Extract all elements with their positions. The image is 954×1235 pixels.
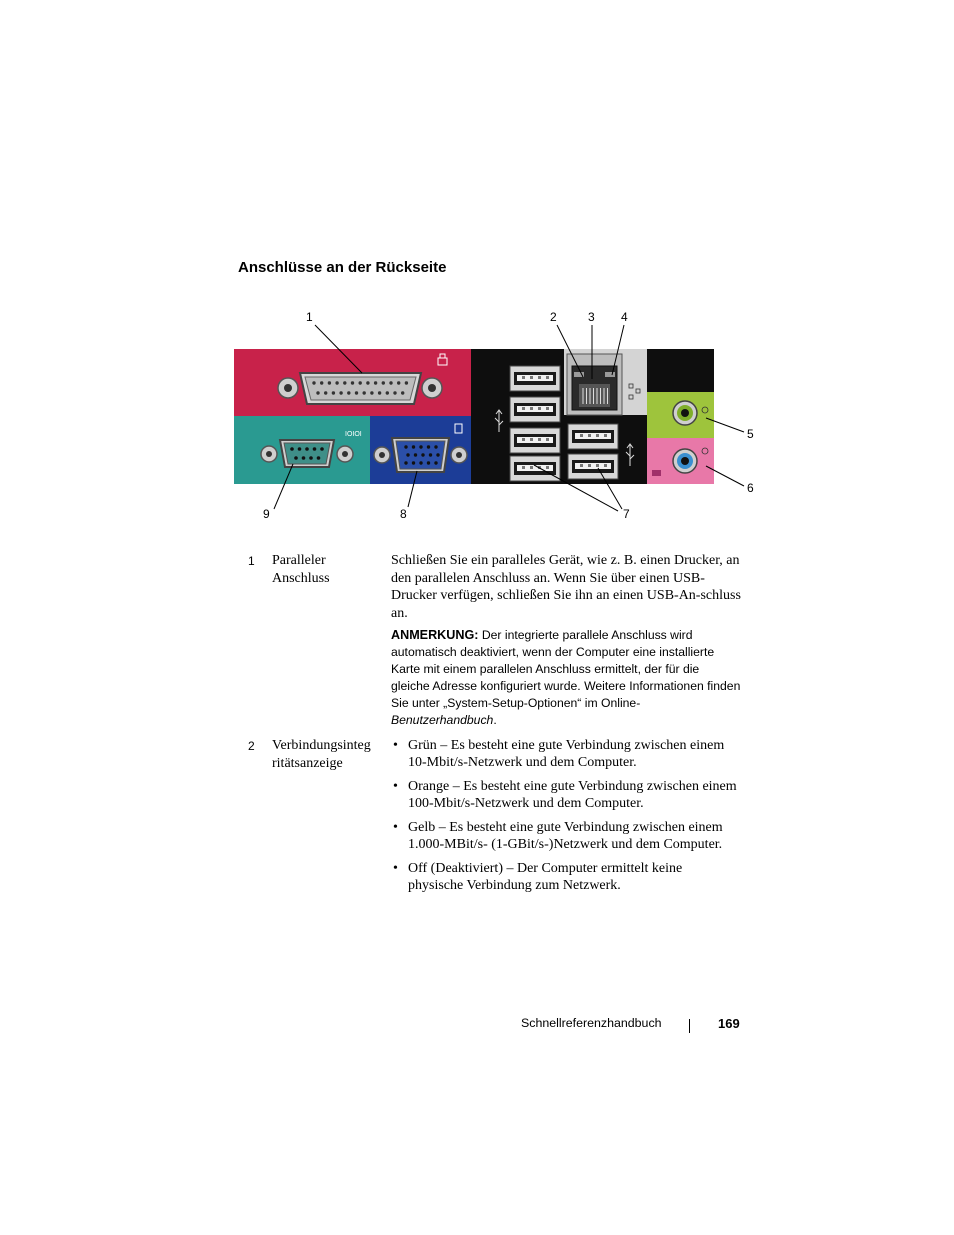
- connector-pin: [355, 391, 358, 394]
- callout-1: 1: [306, 310, 313, 324]
- connector-pin: [324, 391, 327, 394]
- connector-pin: [393, 391, 396, 394]
- connector-pin: [412, 445, 415, 448]
- note-end: .: [493, 713, 497, 727]
- usb-port: [568, 424, 618, 449]
- connector-pin: [588, 434, 591, 437]
- connector-pin: [530, 466, 533, 469]
- list-item: [393, 737, 738, 771]
- activity-led: [605, 372, 615, 377]
- footer-separator: [689, 1019, 690, 1033]
- connector-pin: [290, 447, 294, 451]
- connector-pin: [414, 453, 417, 456]
- connector-pin: [374, 381, 377, 384]
- connector-pin: [596, 434, 599, 437]
- connector-pin: [604, 464, 607, 467]
- connector-pin: [309, 456, 313, 460]
- connector-pin: [429, 453, 432, 456]
- list-item-text: Gelb – Es besteht eine gute Verbindung zwischen einem 1.000-MBit/s- (1-GBit/s-)Netzwerk und dem Computer.: [408, 820, 723, 852]
- row-description: Schließen Sie ein paralleles Gerät, wie z. B. einen Drucker, an den parallelen Anschluss an. Wenn Sie über einen USB-Drucker verfügen, schließen Sie ihn an einen USB-An-schluss an.: [391, 553, 741, 621]
- connector-pin: [588, 464, 591, 467]
- connector-pin: [436, 453, 439, 456]
- connector-pin: [332, 391, 335, 394]
- connector-pin: [397, 381, 400, 384]
- list-item: [393, 860, 738, 894]
- connector-pin: [386, 391, 389, 394]
- row-name: Verbindungsinteg ritätsanzeige: [272, 738, 371, 771]
- callout-5: 5: [747, 427, 754, 441]
- list-item: [393, 778, 738, 812]
- connector-pin: [419, 461, 422, 464]
- connector-pin: [316, 391, 319, 394]
- callout-4: 4: [621, 310, 628, 324]
- connector-pin: [596, 464, 599, 467]
- usb-port: [568, 454, 618, 479]
- connector-pin: [312, 381, 315, 384]
- note-italic: Benutzerhandbuch: [391, 713, 494, 727]
- connector-pin: [335, 381, 338, 384]
- connector-pin: [406, 453, 409, 456]
- list-item-text: Orange – Es besteht eine gute Verbindung zwischen einem 100-Mbit/s-Netzwerk und dem Computer.: [408, 779, 737, 811]
- connector-pin: [351, 381, 354, 384]
- footer-title: Schnellreferenzhandbuch: [521, 1016, 662, 1030]
- connector-pin: [382, 381, 385, 384]
- bullet-icon: •: [393, 820, 398, 835]
- connector-pin: [419, 445, 422, 448]
- connector-pin: [366, 381, 369, 384]
- connector-pin: [313, 447, 317, 451]
- connector-pin: [404, 461, 407, 464]
- list-item-text: Off (Deaktiviert) – Der Computer ermittelt keine physische Verbindung zum Netzwerk.: [408, 861, 683, 893]
- connector-pin: [546, 407, 549, 410]
- connector-pin: [530, 407, 533, 410]
- serial-port-icon: IOIOI: [345, 431, 362, 438]
- bullet-icon: •: [393, 861, 398, 876]
- connector-pin: [389, 381, 392, 384]
- section-title: Anschlüsse an der Rückseite: [238, 259, 447, 276]
- connector-pin: [538, 407, 541, 410]
- connector-pin: [427, 445, 430, 448]
- connector-pin: [343, 381, 346, 384]
- connector-pin: [412, 461, 415, 464]
- callout-7: 7: [623, 507, 630, 521]
- connector-pin: [427, 461, 430, 464]
- usb-port: [510, 397, 560, 422]
- connector-pin: [546, 438, 549, 441]
- connector-pin: [302, 456, 306, 460]
- connector-pin: [320, 447, 324, 451]
- connector-pin: [604, 434, 607, 437]
- connector-pin: [546, 466, 549, 469]
- connector-pin: [580, 434, 583, 437]
- network-connector: [567, 354, 622, 415]
- connector-pin: [294, 456, 298, 460]
- bullet-list: [393, 737, 738, 901]
- usb-port: [510, 428, 560, 453]
- connector-pin: [421, 453, 424, 456]
- bullet-icon: •: [393, 738, 398, 753]
- connector-pin: [522, 376, 525, 379]
- connector-pin: [347, 391, 350, 394]
- connector-pin: [320, 381, 323, 384]
- connector-pin: [538, 438, 541, 441]
- connector-pin: [359, 381, 362, 384]
- callout-6: 6: [747, 481, 754, 495]
- connector-pin: [363, 391, 366, 394]
- usb-port: [510, 366, 560, 391]
- callout-9: 9: [263, 507, 270, 521]
- connector-pin: [434, 461, 437, 464]
- connector-pin: [530, 438, 533, 441]
- connector-pin: [530, 376, 533, 379]
- connector-pin: [434, 445, 437, 448]
- connector-pin: [522, 438, 525, 441]
- connector-pin: [546, 376, 549, 379]
- row-number: 1: [248, 554, 255, 568]
- row-number: 2: [248, 739, 255, 753]
- row-name: Paralleler Anschluss: [272, 553, 330, 586]
- connector-pin: [580, 464, 583, 467]
- connector-pin: [298, 447, 302, 451]
- connector-pin: [339, 391, 342, 394]
- connector-pin: [522, 407, 525, 410]
- callout-3: 3: [588, 310, 595, 324]
- connector-pin: [404, 445, 407, 448]
- callout-2: 2: [550, 310, 557, 324]
- connector-pin: [522, 466, 525, 469]
- usb-port: [510, 456, 560, 481]
- note-box: [391, 627, 741, 729]
- bullet-icon: •: [393, 779, 398, 794]
- note-text: Der integrierte parallele Anschluss wird automatisch deaktiviert, wenn der Computer eine installierte Karte mit einem parallelen Anschluss ermittelt, der für die gleiche Adresse konfiguriert wurde. Weitere Informationen finden Sie unter „System-Setup-Optionen“ im Online-: [391, 628, 741, 710]
- connector-pin: [328, 381, 331, 384]
- page-number: 169: [718, 1016, 740, 1031]
- connector-pin: [538, 376, 541, 379]
- connector-pin: [401, 391, 404, 394]
- connector-pin: [405, 381, 408, 384]
- note-label: ANMERKUNG:: [391, 628, 479, 642]
- connector-pin: [370, 391, 373, 394]
- connector-pin: [305, 447, 309, 451]
- list-item: [393, 819, 738, 853]
- connector-pin: [317, 456, 321, 460]
- connector-pin: [378, 391, 381, 394]
- list-item-text: Grün – Es besteht eine gute Verbindung zwischen einem 10-Mbit/s-Netzwerk und dem Computer.: [408, 738, 725, 770]
- callout-8: 8: [400, 507, 407, 521]
